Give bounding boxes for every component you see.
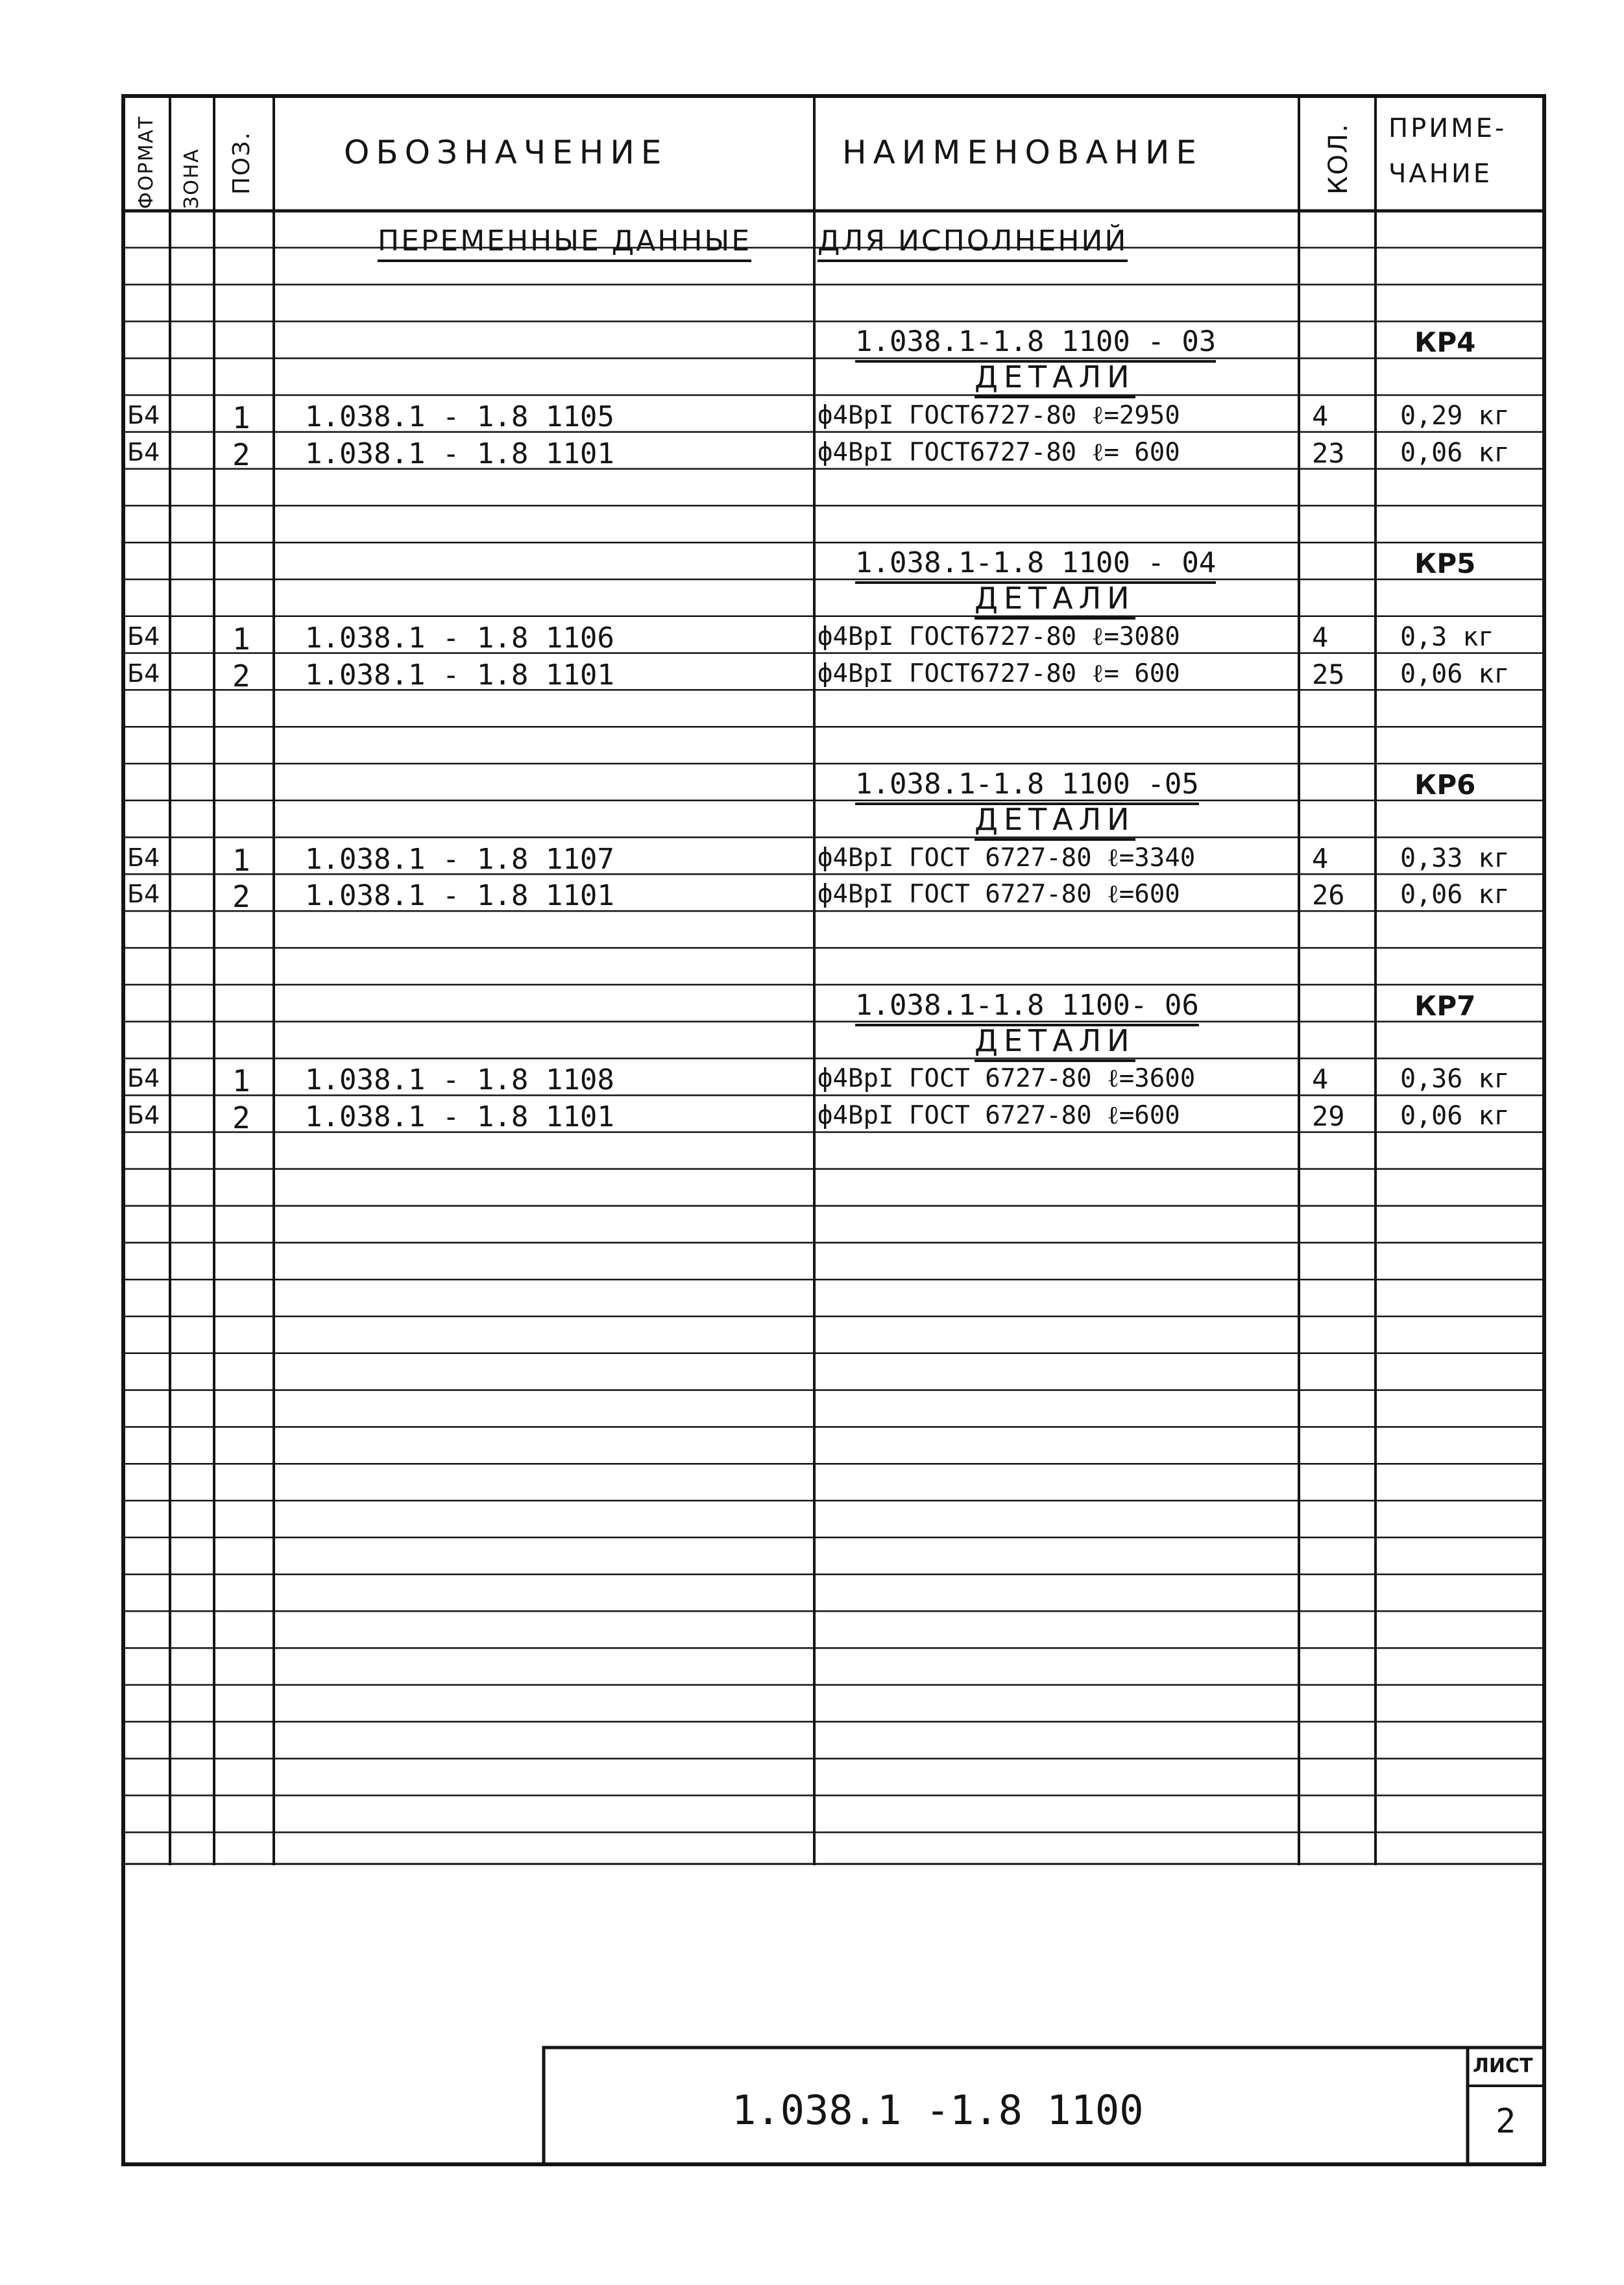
assembly-mark: КР4 [1414,326,1476,359]
position-cell: 2 [232,879,250,915]
name-cell: ф4ВрI ГОСТ6727-80 ℓ=2950 [818,401,1180,430]
note-cell: 0,06 кг [1400,1101,1510,1131]
section-subtitle-details: ДЕТАЛИ [975,362,1135,398]
section-title-right: ДЛЯ ИСПОЛНЕНИЙ [818,227,1128,262]
name-cell: ф4ВрI ГОСТ6727-80 ℓ= 600 [818,437,1180,467]
header-name: НАИМЕНОВАНИЕ [842,134,1203,171]
name-cell: ф4ВрI ГОСТ6727-80 ℓ=3080 [818,622,1180,651]
position-cell: 1 [232,400,250,435]
format-cell: Б4 [127,401,160,429]
format-cell: Б4 [127,843,160,872]
header-note-line2: ЧАНИЕ [1388,159,1493,189]
position-cell: 1 [232,842,250,878]
qty-cell: 26 [1312,879,1345,912]
assembly-designation: 1.038.1-1.8 1100 - 04 [855,549,1216,584]
section-title-left: ПЕРЕМЕННЫЕ ДАННЫЕ [378,227,751,262]
format-cell: Б4 [127,1101,160,1130]
position-cell: 2 [232,437,250,472]
header-note-line1: ПРИМЕ- [1388,114,1507,143]
designation-cell: 1.038.1 - 1.8 1101 [305,879,614,913]
note-cell: 0,06 кг [1400,880,1510,910]
qty-cell: 23 [1312,437,1345,469]
header-pos: ПОЗ. [228,131,255,195]
header-format: ФОРМАТ [135,115,158,209]
document-number: 1.038.1 -1.8 1100 [732,2086,1144,2134]
assembly-designation: 1.038.1-1.8 1100 -05 [855,770,1199,805]
designation-cell: 1.038.1 - 1.8 1106 [305,621,614,655]
position-cell: 1 [232,1063,250,1099]
name-cell: ф4ВрI ГОСТ 6727-80 ℓ=3600 [818,1064,1196,1094]
name-cell: ф4ВрI ГОСТ6727-80 ℓ= 600 [818,659,1180,688]
position-cell: 1 [232,621,250,657]
qty-cell: 4 [1312,1063,1329,1096]
section-subtitle-details: ДЕТАЛИ [975,1026,1135,1062]
format-cell: Б4 [127,880,160,909]
header-designation: ОБОЗНАЧЕНИЕ [344,134,668,171]
qty-cell: 4 [1312,842,1329,875]
note-cell: 0,33 кг [1400,843,1510,873]
assembly-designation: 1.038.1-1.8 1100- 06 [855,991,1199,1026]
designation-cell: 1.038.1 - 1.8 1101 [305,658,614,692]
name-cell: ф4ВрI ГОСТ 6727-80 ℓ=3340 [818,843,1196,873]
designation-cell: 1.038.1 - 1.8 1101 [305,437,614,470]
note-cell: 0,06 кг [1400,659,1510,689]
note-cell: 0,3 кг [1400,622,1494,652]
assembly-mark: КР5 [1414,548,1476,580]
qty-cell: 4 [1312,400,1329,432]
sheet-number: 2 [1496,2102,1516,2141]
position-cell: 2 [232,1100,250,1136]
note-cell: 0,36 кг [1400,1064,1510,1094]
position-cell: 2 [232,658,250,694]
designation-cell: 1.038.1 - 1.8 1105 [305,400,614,433]
name-cell: ф4ВрI ГОСТ 6727-80 ℓ=600 [818,880,1180,910]
note-cell: 0,29 кг [1400,401,1510,431]
qty-cell: 4 [1312,621,1329,653]
name-cell: ф4ВрI ГОСТ 6727-80 ℓ=600 [818,1101,1180,1131]
section-subtitle-details: ДЕТАЛИ [975,804,1135,841]
section-subtitle-details: ДЕТАЛИ [975,583,1135,620]
format-cell: Б4 [127,1064,160,1093]
designation-cell: 1.038.1 - 1.8 1108 [305,1063,614,1097]
format-cell: Б4 [127,659,160,688]
assembly-mark: КР6 [1414,769,1476,801]
designation-cell: 1.038.1 - 1.8 1101 [305,1100,614,1134]
assembly-mark: КР7 [1414,989,1476,1022]
format-cell: Б4 [127,622,160,651]
assembly-designation: 1.038.1-1.8 1100 - 03 [855,328,1216,363]
qty-cell: 25 [1312,658,1345,690]
header-zone: ЗОНА [180,148,203,209]
format-cell: Б4 [127,437,160,466]
designation-cell: 1.038.1 - 1.8 1107 [305,842,614,876]
note-cell: 0,06 кг [1400,437,1510,468]
qty-cell: 29 [1312,1100,1345,1133]
sheet-label: ЛИСТ [1473,2055,1533,2077]
header-qty: КОЛ. [1324,123,1353,195]
